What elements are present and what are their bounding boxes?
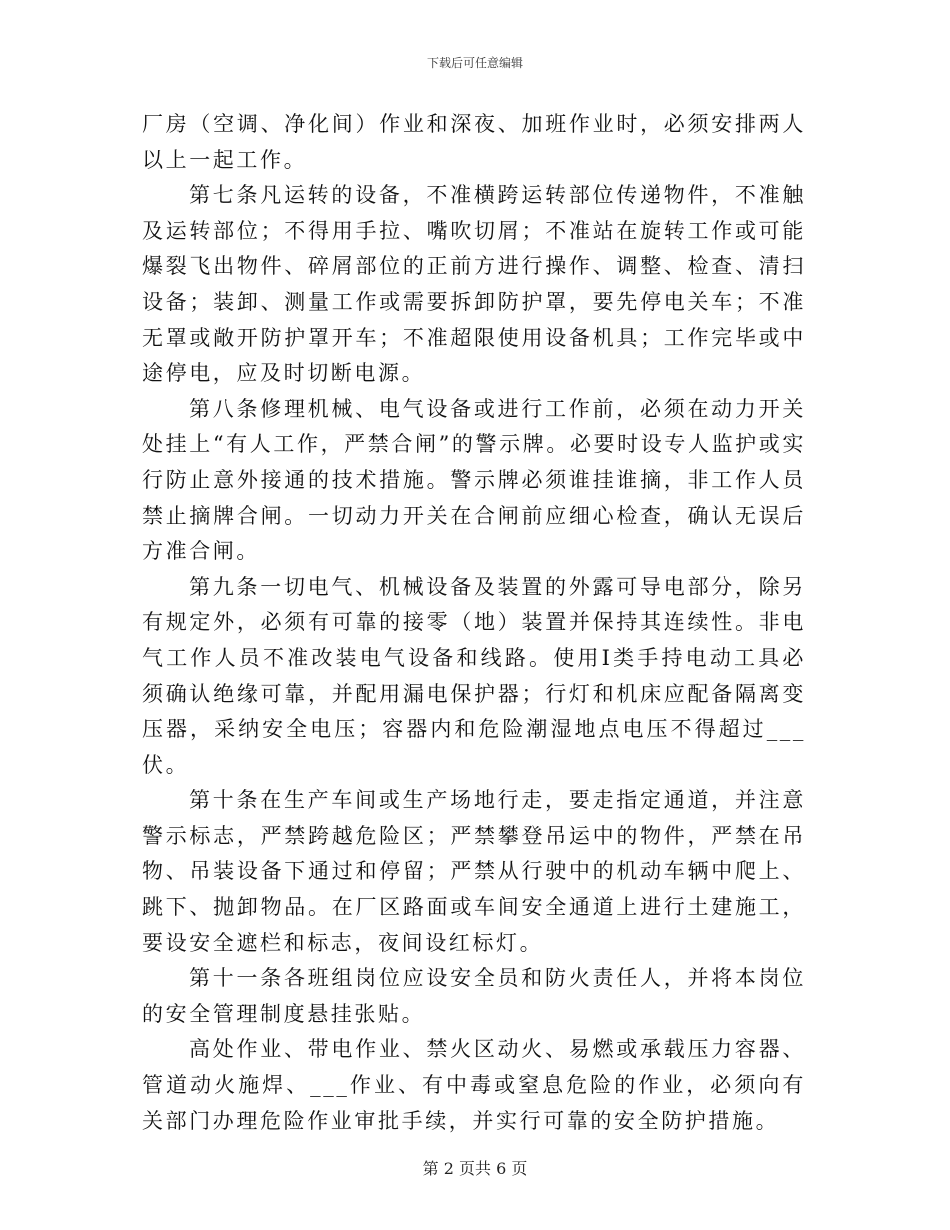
paragraph-article-7: 第七条凡运转的设备，不准横跨运转部位传递物件，不准触及运转部位；不得用手拉、嘴吹切屑；不准站在旋转工作或可能爆裂飞出物件、碎屑部位的正前方进行操作、调整、检查、清扫设备；装卸、测量工作或需要拆卸防护罩，要先停电关车；不准无罩或敞开防护罩开车；不准超限使用设备机具；工作完毕或中途停电，应及时切断电源。 (142, 183, 806, 386)
paragraph-article-10: 第十条在生产车间或生产场地行走，要走指定通道，并注意警示标志，严禁跨越危险区；严禁攀登吊运中的物件，严禁在吊物、吊装设备下通过和停留；严禁从行驶中的机动车辆中爬上、跳下、抛卸物品。在厂区路面或车间安全通道上进行土建施工，要设安全遮栏和标志，夜间设红标灯。 (142, 788, 806, 955)
document-body (142, 107, 806, 1139)
paragraph-article-11: 第十一条各班组岗位应设安全员和防火责任人，并将本岗位的安全管理制度悬挂张贴。 (142, 966, 806, 1026)
paragraph-article-9: 第九条一切电气、机械设备及装置的外露可导电部分，除另有规定外，必须有可靠的接零（地）装置并保持其连续性。非电气工作人员不准改装电气设备和线路。使用Ⅰ类手持电动工具必须确认绝缘可靠，并配用漏电保护器；行灯和机床应配备隔离变压器，采纳安全电压；容器内和危险潮湿地点电压不得超过___伏。 (142, 574, 806, 777)
page-header: 下载后可任意编辑 (426, 56, 523, 70)
paragraph-1: 厂房（空调、净化间）作业和深夜、加班作业时，必须安排两人以上一起工作。 (142, 112, 806, 172)
paragraph-article-8: 第八条修理机械、电气设备或进行工作前，必须在动力开关处挂上“有人工作，严禁合闸”的警示牌。必要时设专人监护或实行防止意外接通的技术措施。警示牌必须谁挂谁摘，非工作人员禁止摘牌合闸。一切动力开关在合闸前应细心检查，确认无误后方准合闸。 (142, 396, 806, 564)
paragraph-hazardous-work: 高处作业、带电作业、禁火区动火、易燃或承载压力容器、管道动火施焊、___作业、有中毒或窒息危险的作业，必须向有关部门办理危险作业审批手续，并实行可靠的安全防护措施。 (142, 1037, 806, 1133)
page-number: 第 2 页共 6 页 (422, 1159, 528, 1178)
